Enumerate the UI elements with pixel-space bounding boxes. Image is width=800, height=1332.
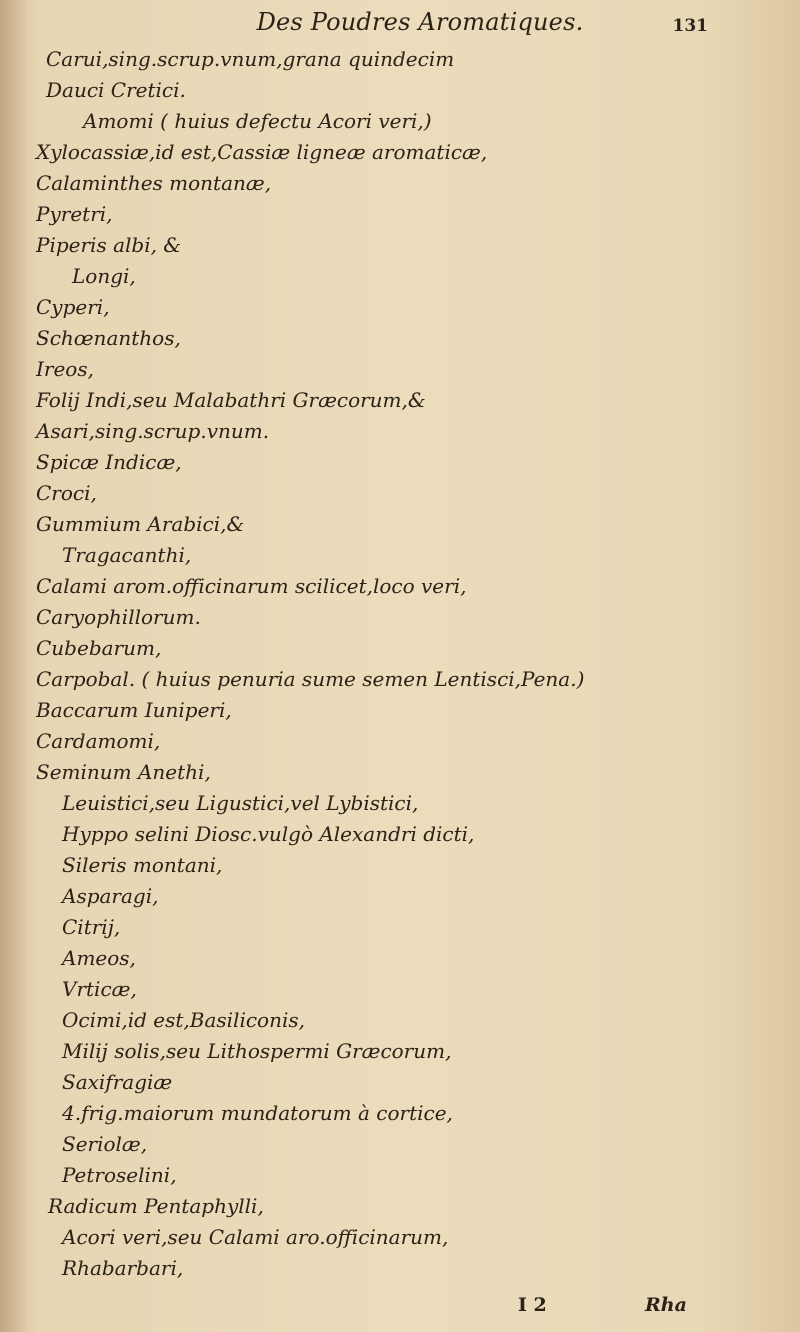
ingredient-line: Spicæ Indicæ, <box>36 450 182 474</box>
ingredient-line: Baccarum Iuniperi, <box>36 698 232 722</box>
ingredient-line: Vrticæ, <box>62 977 137 1001</box>
page-footer <box>0 1294 800 1324</box>
ingredient-line: Milij solis,seu Lithospermi Græcorum, <box>62 1039 452 1063</box>
ingredient-line: Ameos, <box>62 946 136 970</box>
running-head: Des Poudres Aromatiques. <box>256 8 584 36</box>
ingredient-line: Rhabarbari, <box>62 1256 184 1280</box>
ingredient-line: Ireos, <box>36 357 94 381</box>
ingredient-line: Seriolæ, <box>62 1132 148 1156</box>
ingredient-line: Cyperi, <box>36 295 110 319</box>
ingredient-line: Seminum Anethi, <box>36 760 211 784</box>
ingredient-line: Piperis albi, & <box>36 233 182 257</box>
ingredient-line: Dauci Cretici. <box>46 78 186 102</box>
ingredient-line: Hyppo selini Diosc.vulgò Alexandri dicti, <box>62 822 475 846</box>
ingredient-line: Petroselini, <box>62 1163 177 1187</box>
ingredient-line: Gummium Arabici,& <box>36 512 245 536</box>
catchword: Rha <box>645 1294 687 1316</box>
ingredient-line: Sileris montani, <box>62 853 223 877</box>
ingredient-line: Ocimi,id est,Basiliconis, <box>62 1008 305 1032</box>
page-header <box>0 6 800 40</box>
ingredient-line: Leuistici,seu Ligustici,vel Lybistici, <box>62 791 419 815</box>
ingredient-line: Cubebarum, <box>36 636 162 660</box>
ingredient-line: Carpobal. ( huius penuria sume semen Lentisci,Pena.) <box>36 667 585 691</box>
signature-mark: I 2 <box>518 1294 547 1316</box>
ingredient-line: Folij Indi,seu Malabathri Græcorum,& <box>36 388 426 412</box>
ingredient-line: Asari,sing.scrup.vnum. <box>36 419 270 443</box>
ingredient-line: Calami arom.officinarum scilicet,loco veri, <box>36 574 467 598</box>
ingredient-line: Caryophillorum. <box>36 605 201 629</box>
ingredient-line: Amomi ( huius defectu Acori veri,) <box>83 109 432 133</box>
ingredient-line: 4.frig.maiorum mundatorum à cortice, <box>62 1101 453 1125</box>
ingredient-line: Citrij, <box>62 915 121 939</box>
ingredient-line: Acori veri,seu Calami aro.officinarum, <box>62 1225 449 1249</box>
ingredient-line: Longi, <box>72 264 136 288</box>
ingredient-line: Pyretri, <box>36 202 113 226</box>
ingredient-line: Croci, <box>36 481 97 505</box>
ingredient-line: Cardamomi, <box>36 729 161 753</box>
ingredient-line: Calaminthes montanæ, <box>36 171 272 195</box>
ingredient-line: Asparagi, <box>62 884 159 908</box>
ingredient-line: Saxifragiæ <box>62 1070 173 1094</box>
ingredient-line: Tragacanthi, <box>62 543 192 567</box>
ingredient-line: Schœnanthos, <box>36 326 181 350</box>
ingredient-line: Carui,sing.scrup.vnum,grana quindecim <box>46 47 455 71</box>
page-fold-shadow <box>0 0 28 1332</box>
page-number: 131 <box>672 16 708 36</box>
ingredient-line: Xylocassiæ,id est,Cassiæ ligneæ aromaticæ, <box>36 140 488 164</box>
ingredient-line: Radicum Pentaphylli, <box>48 1194 264 1218</box>
